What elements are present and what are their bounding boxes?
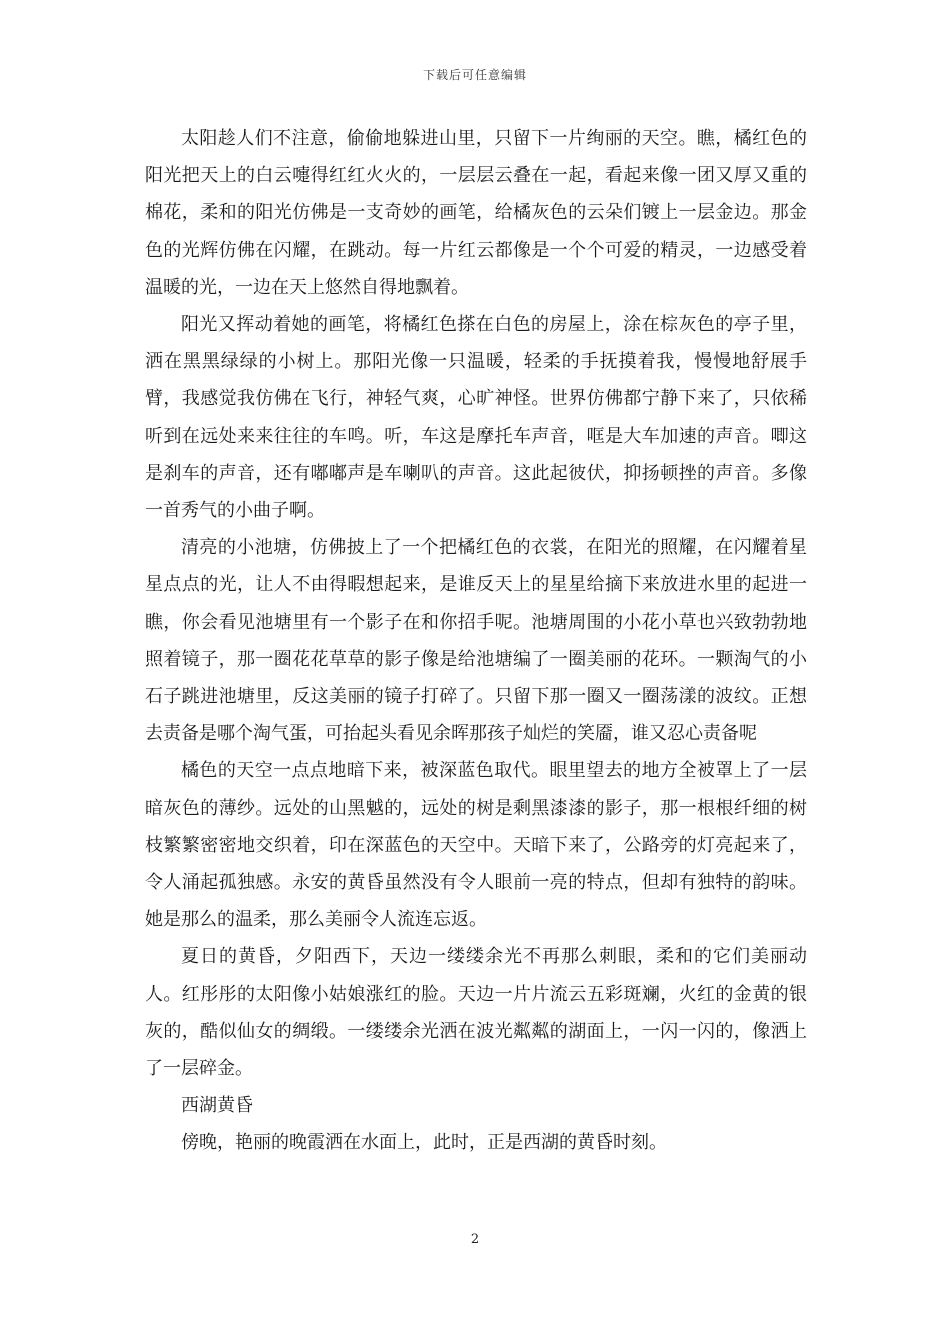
body-text [145,120,807,1162]
paragraph-1: 太阳趁人们不注意，偷偷地躲进山里，只留下一片绚丽的天空。瞧，橘红色的阳光把天上的白云嚏得红红火火的，一层层云叠在一起，看起来像一团又厚又重的棉花，柔和的阳光仿佛是一支奇妙的画笔，给橘灰色的云朵们镀上一层金边。那金色的光辉仿佛在闪耀，在跳动。每一片红云都像是一个个可爱的精灵，一边感受着温暖的光，一边在天上悠然自得地飘着。 [145,128,807,298]
page-header: 下载后可任意编辑 [422,68,527,82]
paragraph-5: 夏日的黄昏，夕阳西下，天边一缕缕余光不再那么刺眼，柔和的它们美丽动人。红彤彤的太阳像小姑娘涨红的脸。天边一片片流云五彩斑斓，火红的金黄的银灰的，酷似仙女的绸缎。一缕缕余光洒在波光粼粼的湖面上，一闪一闪的，像洒上了一层碎金。 [145,946,807,1080]
page-number: 2 [470,1232,480,1247]
paragraph-6: 傍晚，艳丽的晚霞洒在水面上，此时，正是西湖的黄昏时刻。 [181,1132,667,1154]
paragraph-2: 阳光又挥动着她的画笔，将橘红色搽在白色的房屋上，涂在棕灰色的亭子里，洒在黑黑绿绿的小树上。那阳光像一只温暖，轻柔的手抚摸着我，慢慢地舒展手臂，我感觉我仿佛在飞行，神轻气爽，心旷神怪。世界仿佛都宁静下来了，只依稀听到在远处来来往往的车鸣。听，车这是摩托车声音，哐是大车加速的声音。唧这是刹车的声音，还有嘟嘟声是车喇叭的声音。这此起彼伏，抑扬顿挫的声音。多像一首秀气的小曲子啊。 [145,314,807,522]
section-heading: 西湖黄昏 [181,1095,253,1117]
paragraph-4: 橘色的天空一点点地暗下来，被深蓝色取代。眼里望去的地方全被罩上了一层暗灰色的薄纱。远处的山黑魆的，远处的树是剩黑漆漆的影子，那一根根纤细的树枝繁繁密密地交织着，印在深蓝色的天空中。天暗下来了，公路旁的灯亮起来了，令人涌起孤独感。永安的黄昏虽然没有令人眼前一亮的特点，但却有独特的韵味。她是那么的温柔，那么美丽令人流连忘返。 [145,760,807,931]
paragraph-3: 清亮的小池塘，仿佛披上了一个把橘红色的衣裳，在阳光的照耀，在闪耀着星星点点的光，让人不由得暇想起来，是谁反天上的星星给摘下来放进水里的起进一瞧，你会看见池塘里有一个影子在和你招手呢。池塘周围的小花小草也兴致勃勃地照着镜子，那一圈花花草草的影子像是给池塘编了一圈美丽的花环。一颗淘气的小石子跳进池塘里，反这美丽的镜子打碎了。只留下那一圈又一圈荡漾的波纹。正想去责备是哪个淘气蛋，可抬起头看见余晖那孩子灿烂的笑靥，谁又忍心责备呢 [145,537,807,745]
